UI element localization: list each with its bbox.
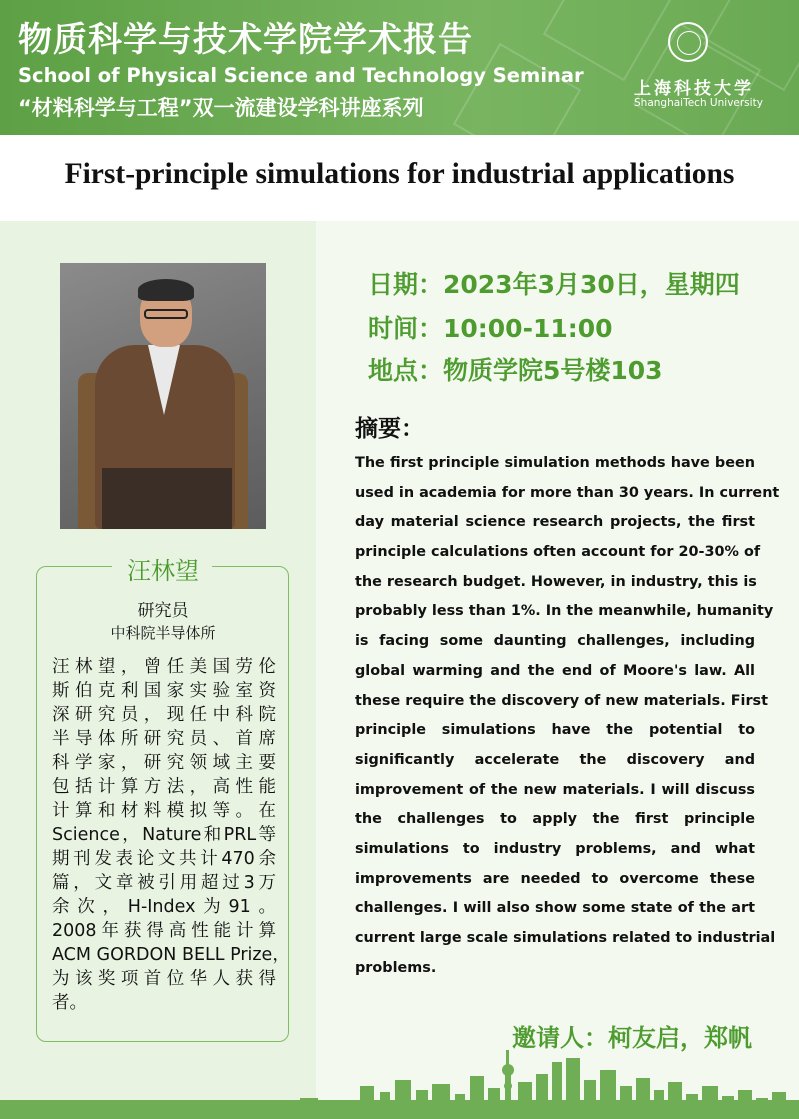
abstract-line: day material science research projects, the first [355,514,755,531]
abstract-line: global warming and the end of Moore's law. All [355,662,755,679]
event-time: 时间：10:00-11:00 [368,314,613,343]
abstract-line: improvements are needed to overcome these [355,870,755,887]
abstract-line: The first principle simulation methods have been [355,455,755,471]
bio-line: 期刊发表论文共计470余 [52,849,276,869]
university-name-cn: 上海科技大学 [634,79,754,99]
bio-line: 汪林望，曾任美国劳伦 [52,657,276,677]
event-date: 日期：2023年3月30日，星期四 [368,270,740,299]
abstract-line: problems. [355,959,437,976]
seminar-title-en: School of Physical Science and Technology Seminar [18,64,584,87]
abstract-line: current large scale simulations related to industrial [355,930,776,946]
bio-line: 2008年获得高性能计算 [52,921,276,941]
bio-line: 斯伯克利国家实验室资 [52,681,276,701]
speaker-bio [52,655,290,1015]
talk-title: First-principle simulations for industrial applications [64,158,735,190]
bio-line: 为该奖项首位华人获得 [52,969,276,989]
seminar-title-cn: 物质科学与技术学院学术报告 [18,20,473,60]
speaker-photo [60,263,266,529]
speaker-name: 汪林望 [127,557,199,585]
abstract-heading: 摘要： [355,416,424,442]
bio-line: Science，Nature和PRL等 [52,825,276,845]
bio-line: 者。 [52,993,87,1013]
bio-line: 计算和材料模拟等。在 [52,801,276,821]
abstract-line: used in academia for more than 30 years. In current [355,484,780,501]
abstract-line: challenges. I will also show some state of the art [355,900,755,917]
event-place: 地点：物质学院5号楼103 [368,356,663,385]
bio-line: 半导体所研究员、首席 [52,729,276,749]
abstract-line: significantly accelerate the discovery and [355,751,755,768]
abstract-line: principle calculations often account for 20-30% of [355,544,761,561]
abstract-line: these require the discovery of new materials. First [355,692,768,709]
abstract-line: principle simulations have the potential to [355,722,755,739]
abstract-line: the challenges to apply the first principle [355,811,755,828]
bio-line: 余次，H-Index为91。 [52,897,276,917]
abstract-line: the research budget. However, in industry, this is [355,573,757,590]
abstract-line: simulations to industry problems, and what [355,840,755,857]
university-name-en: ShanghaiTech University [634,97,763,109]
invited-by: 邀请人：柯友启，郑帆 [512,1024,752,1052]
city-skyline-decoration [0,1040,799,1119]
abstract-line: probably less than 1%. In the meanwhile, humanity [355,603,774,620]
bio-line: 深研究员，现任中科院 [52,705,276,725]
lecture-series: “材料科学与工程”双一流建设学科讲座系列 [18,96,424,120]
bio-line: 包括计算方法，高性能 [52,777,276,797]
bio-line: 篇，文章被引用超过3万 [52,873,276,893]
speaker-role: 研究员 [137,601,189,621]
university-seal-icon [668,22,708,62]
bio-line: 科学家，研究领域主要 [52,753,276,773]
speaker-affiliation: 中科院半导体所 [110,624,216,642]
abstract-text [355,449,780,983]
abstract-line: improvement of the new materials. I will discuss [355,781,755,798]
abstract-line: is facing some daunting challenges, including [355,633,755,650]
bio-line: ACM GORDON BELL Prize， [52,945,290,965]
